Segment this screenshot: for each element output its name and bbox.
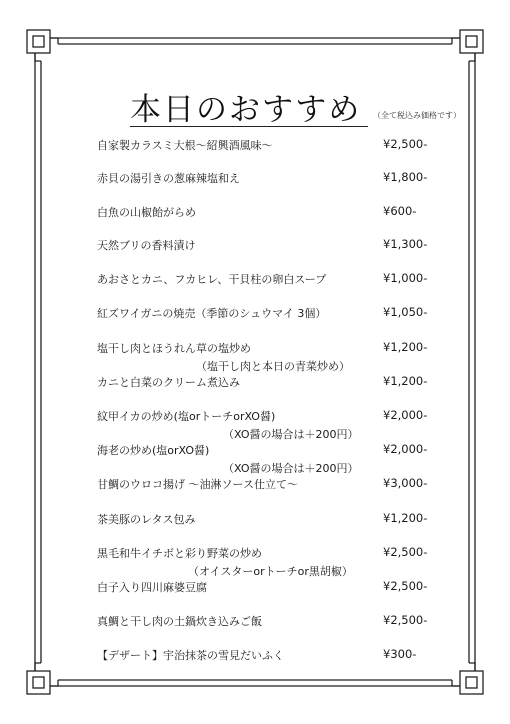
corner-ornament-bottom-left [27, 663, 58, 694]
menu-item-price: ¥2,500- [383, 613, 428, 627]
menu-item [0, 511, 510, 529]
title-underline [130, 126, 368, 127]
menu-item [0, 408, 510, 441]
corner-ornament-top-left [27, 30, 58, 61]
menu-item-name: 甘鯛のウロコ揚げ ～油淋ソース仕立て～ [97, 478, 298, 491]
menu-item [0, 374, 510, 392]
menu-item [0, 442, 510, 475]
menu-item [0, 305, 510, 323]
menu-item-price: ¥600- [383, 204, 417, 218]
menu-item [0, 545, 510, 578]
menu-item [0, 237, 510, 255]
menu-item-note: （XO醤の場合は＋200円） [223, 428, 359, 441]
menu-item-name: 真鯛と干し肉の土鍋炊き込みご飯 [97, 615, 262, 628]
menu-item-name: 【デザート】宇治抹茶の雪見だいふく [97, 649, 284, 662]
menu-item-name: あおさとカニ、フカヒレ、干貝柱の卵白スープ [97, 273, 327, 286]
corner-ornament-bottom-right [452, 663, 483, 694]
menu-item-note: （オイスターorトーチor黒胡椒） [188, 565, 353, 578]
menu-item [0, 340, 510, 373]
menu-item-price: ¥300- [383, 647, 417, 661]
menu-item-price: ¥1,200- [383, 511, 428, 525]
menu-item-name: 白魚の山椒飴がらめ [97, 206, 196, 219]
menu-item-note: （塩干し肉と本日の青菜炒め） [196, 360, 350, 373]
menu-item-name: 天然ブリの香料漬け [97, 239, 196, 252]
menu-item-name: 自家製カラスミ大根～紹興酒風味～ [97, 139, 273, 152]
menu-item [0, 170, 510, 188]
menu-item [0, 579, 510, 597]
menu-item-price: ¥2,500- [383, 137, 428, 151]
tax-note: （全て税込み価格です） [373, 111, 461, 120]
menu-item-price: ¥1,200- [383, 374, 428, 388]
menu-item [0, 137, 510, 155]
menu-item-price: ¥1,800- [383, 170, 428, 184]
menu-item-name: 白子入り四川麻婆豆腐 [97, 581, 207, 594]
menu-item-name: 紋甲イカの炒め(塩orトーチorXO醤) [97, 410, 276, 423]
menu-item-price: ¥3,000- [383, 476, 428, 490]
page-title: 本日のおすすめ [130, 92, 362, 128]
menu-item-name: 茶美豚のレタス包み [97, 513, 196, 526]
menu-item-price: ¥2,000- [383, 442, 428, 456]
menu-item [0, 271, 510, 289]
menu-item-name: 海老の炒め(塩orXO醤) [97, 444, 210, 457]
menu-item [0, 647, 510, 665]
corner-ornament-top-right [452, 30, 483, 61]
menu-item [0, 204, 510, 222]
menu-item [0, 613, 510, 631]
menu-item-price: ¥2,500- [383, 545, 428, 559]
menu-item-name: 赤貝の湯引きの葱麻辣塩和え [97, 172, 240, 185]
menu-item-name: 黒毛和牛イチボと彩り野菜の炒め [97, 547, 262, 560]
menu-item-price: ¥2,500- [383, 579, 428, 593]
menu-item-name: 紅ズワイガニの焼売（季節のシュウマイ 3個） [97, 307, 327, 320]
menu-item-price: ¥1,300- [383, 237, 428, 251]
menu-item-name: カニと白菜のクリーム煮込み [97, 376, 240, 389]
menu-item-price: ¥1,000- [383, 271, 428, 285]
menu-item-note: （XO醤の場合は＋200円） [223, 462, 359, 475]
menu-item [0, 476, 510, 494]
menu-item-name: 塩干し肉とほうれん草の塩炒め [97, 342, 251, 355]
menu-item-price: ¥2,000- [383, 408, 428, 422]
menu-item-price: ¥1,200- [383, 340, 428, 354]
menu-item-price: ¥1,050- [383, 305, 428, 319]
